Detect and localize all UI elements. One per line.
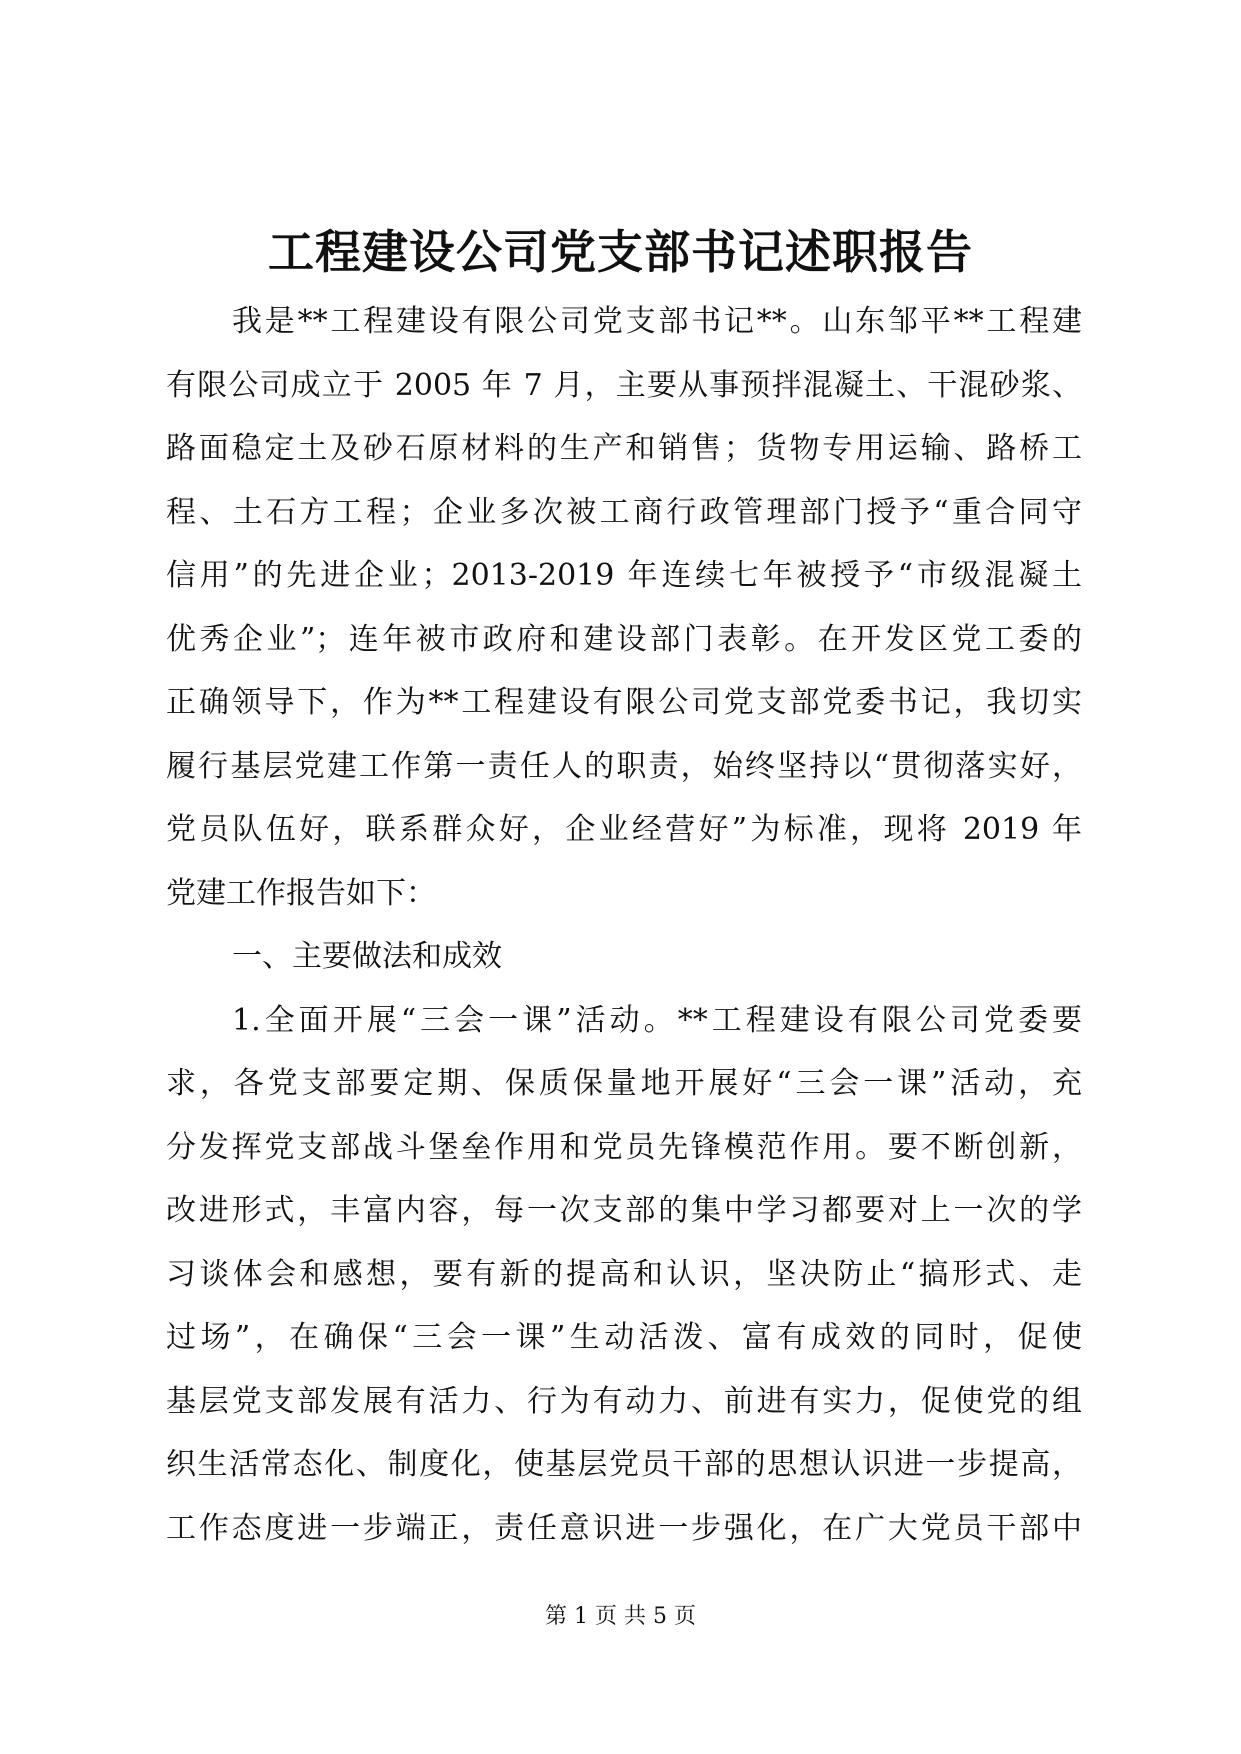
- document-body: [166, 290, 1082, 1560]
- paragraph-line: 优秀企业”；连年被市政府和建设部门表彰。在开发区党工委的: [166, 621, 1082, 657]
- paragraph-line: 我是**工程建设有限公司党支部书记**。山东邹平**工程建: [232, 304, 1082, 339]
- paragraph-line: 改进形式，丰富内容，每一次支部的集中学习都要对上一次的学: [166, 1193, 1082, 1228]
- paragraph-line: 织生活常态化、制度化，使基层党员干部的思想认识进一步提高，: [166, 1447, 1082, 1482]
- paragraph-line: 履行基层党建工作第一责任人的职责，始终坚持以“贯彻落实好，: [166, 748, 1082, 784]
- paragraph-line: 习谈体会和感想，要有新的提高和认识，坚决防止“搞形式、走: [166, 1256, 1082, 1292]
- paragraph-line: 求，各党支部要定期、保质保量地开展好“三会一课”活动，充: [166, 1066, 1082, 1101]
- document-title: 工程建设公司党支部书记述职报告: [268, 225, 973, 279]
- paragraph-line: 信用”的先进企业；2013-2019 年连续七年被授予“市级混凝土: [166, 558, 1082, 593]
- paragraph-line: 过场”，在确保“三会一课”生动活泼、富有成效的同时，促使: [166, 1320, 1082, 1355]
- paragraph-line: 党员队伍好，联系群众好，企业经营好”为标准，现将 2019 年: [166, 812, 1082, 847]
- page-footer: 第 1 页 共 5 页: [545, 1604, 696, 1629]
- paragraph-line: 党建工作报告如下：: [166, 875, 436, 911]
- paragraph-line: 分发挥党支部战斗堡垒作用和党员先锋模范作用。要不断创新，: [166, 1129, 1082, 1165]
- paragraph-line: 有限公司成立于 2005 年 7 月，主要从事预拌混凝土、干混砂浆、: [166, 367, 1082, 403]
- paragraph-line: 正确领导下，作为**工程建设有限公司党支部党委书记，我切实: [166, 685, 1082, 720]
- section-heading: 一、主要做法和成效: [232, 939, 502, 974]
- paragraph-line: 程、土石方工程；企业多次被工商行政管理部门授予“重合同守: [166, 494, 1082, 530]
- paragraph-line: 1.全面开展“三会一课”活动。**工程建设有限公司党委要: [232, 1002, 1082, 1038]
- paragraph-line: 工作态度进一步端正，责任意识进一步强化，在广大党员干部中: [166, 1510, 1082, 1546]
- paragraph-line: 基层党支部发展有活力、行为有动力、前进有实力，促使党的组: [166, 1383, 1082, 1419]
- paragraph-line: 路面稳定土及砂石原材料的生产和销售；货物专用运输、路桥工: [166, 431, 1082, 466]
